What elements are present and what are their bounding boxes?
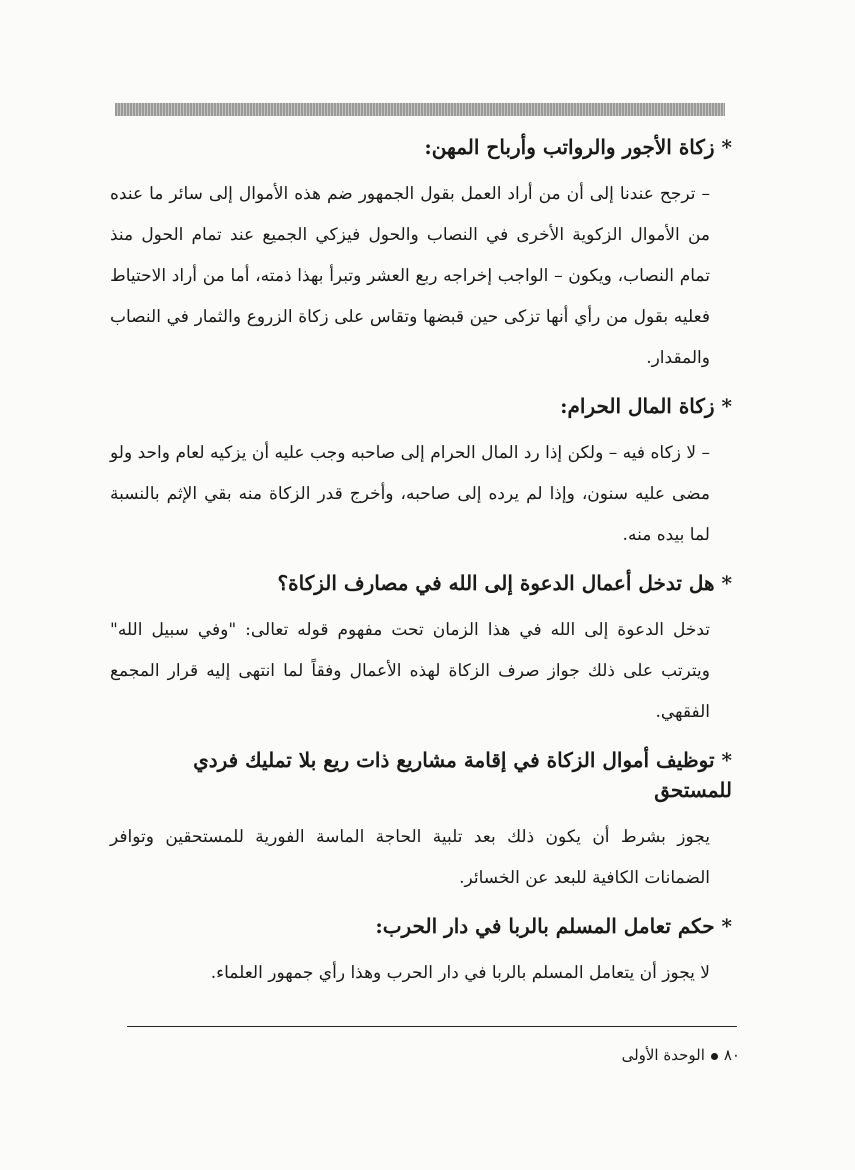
bullet-dot-icon (711, 1053, 718, 1060)
section-heading-dawah-zakat: * هل تدخل أعمال الدعوة إلى الله في مصارف الزكاة؟ (277, 571, 732, 595)
unit-title: الوحدة الأولى (621, 1046, 705, 1064)
page-body (110, 120, 732, 994)
page-footer (560, 1045, 740, 1065)
page-number: ٨٠ (723, 1046, 740, 1064)
header-ornament-rule (115, 103, 725, 116)
section-heading-wages-zakat: * زكاة الأجور والرواتب وأرباح المهن: (424, 135, 732, 159)
section-paragraph: – لا زكاه فيه – ولكن إذا رد المال الحرام إلى صاحبه وجب عليه أن يزكيه لعام واحد ولو مضى عليه سنون، وإذا لم يرده إلى صاحبه، وأخرج قدر الزكاة منه بقي الإثم بالنسبة لما بيده منه. (110, 443, 710, 545)
section-paragraph: تدخل الدعوة إلى الله في هذا الزمان تحت مفهوم قوله تعالى: "وفي سبيل الله" ويترتب على ذلك جواز صرف الزكاة لهذه الأعمال وفقاً لما انتهى إليه قرار المجمع الفقهي. (110, 620, 710, 722)
section-paragraph: – ترجح عندنا إلى أن من أراد العمل بقول الجمهور ضم هذه الأموال إلى سائر ما عنده من الأموال الزكوية الأخرى في النصاب والحول فيزكي الجميع عند تمام الحول منذ تمام النصاب، ويكون – الواجب إخراجه ربع العشر وتبرأ بهذا ذمته، أما من أراد الاحتياط فعليه بقول من رأي أنها تزكى حين قبضها وتقاس على زكاة الزروع والثمار في النصاب والمقدار. (110, 184, 710, 368)
section-paragraph: لا يجوز أن يتعامل المسلم بالربا في دار الحرب وهذا رأي جمهور العلماء. (210, 963, 710, 983)
section-heading-riba-dar-alharb: * حكم تعامل المسلم بالربا في دار الحرب: (375, 914, 732, 938)
section-heading-haram-money: * زكاة المال الحرام: (560, 394, 732, 418)
footer-rule (127, 1026, 737, 1027)
section-heading-zakat-investment: * توظيف أموال الزكاة في إقامة مشاريع ذات ريع بلا تمليك فردي للمستحق (193, 748, 732, 802)
section-paragraph: يجوز بشرط أن يكون ذلك بعد تلبية الحاجة الماسة الفورية للمستحقين وتوافر الضمانات الكافية للبعد عن الخسائر. (110, 827, 710, 888)
